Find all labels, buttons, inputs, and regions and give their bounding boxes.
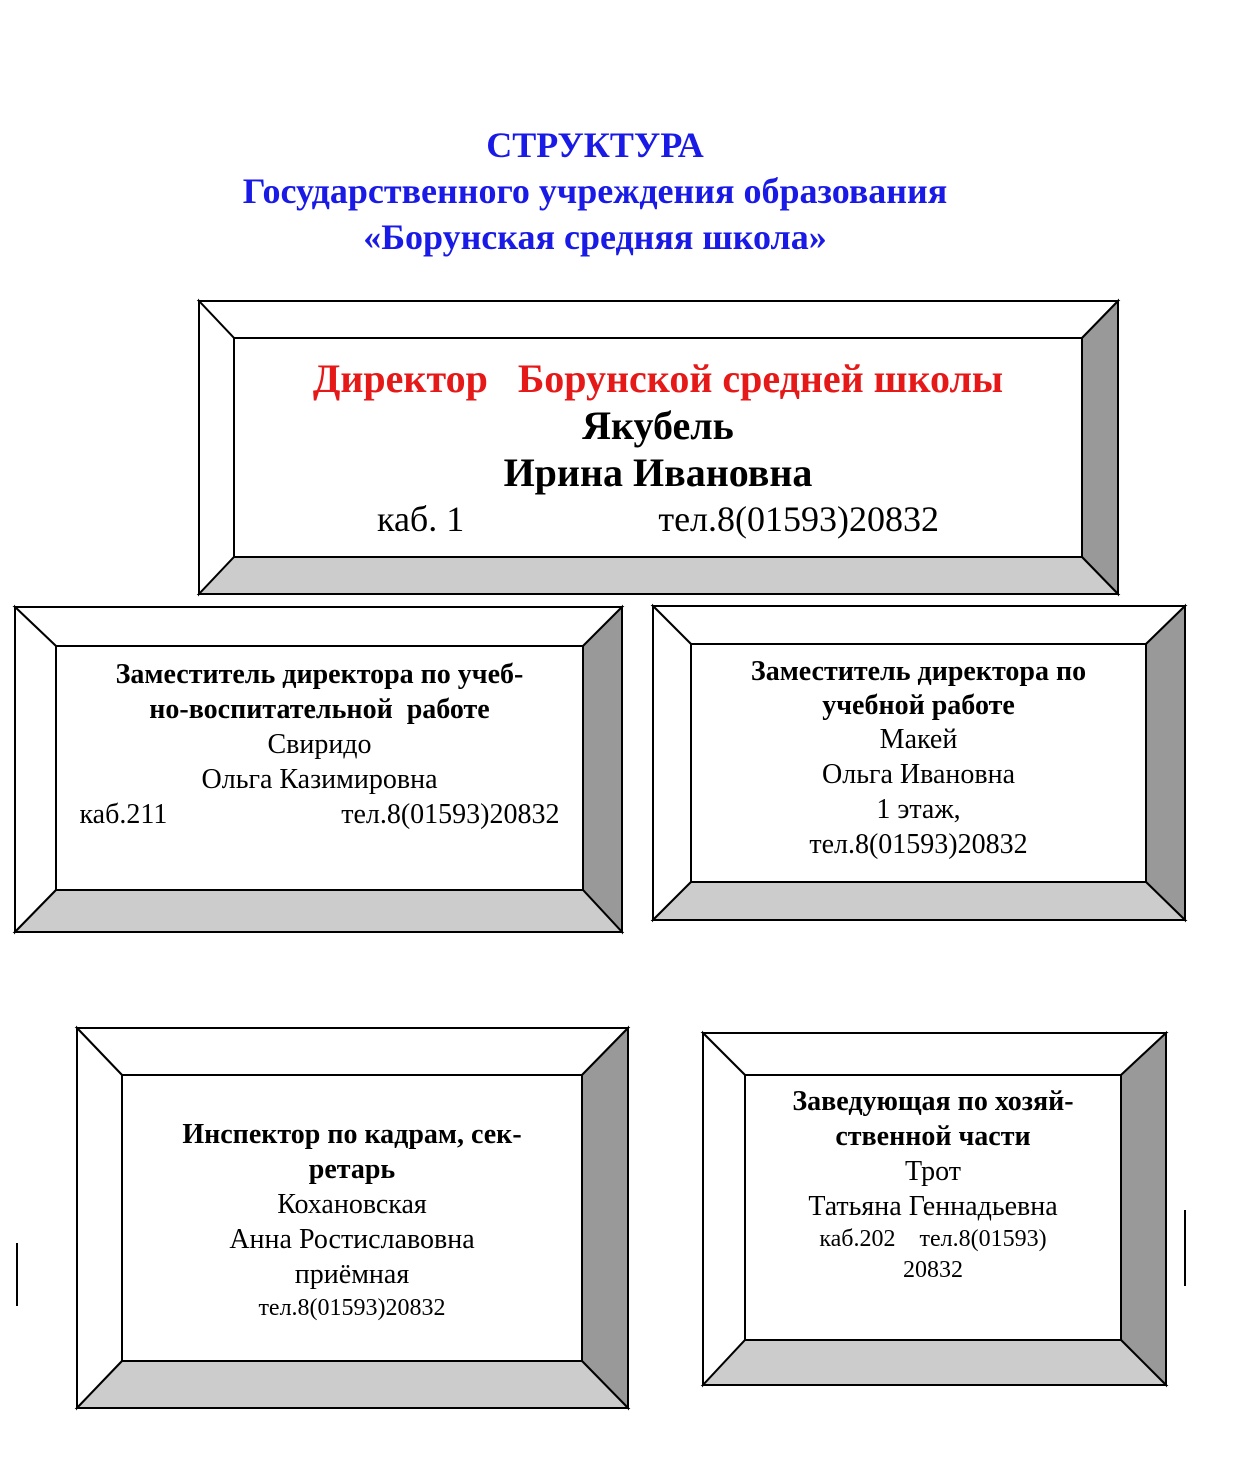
bevel-left-face xyxy=(15,607,56,932)
director-role: Директор Борунской средней школы xyxy=(312,355,1004,401)
director-room: каб. 1 xyxy=(377,498,465,539)
household-surname: Трот xyxy=(905,1156,961,1187)
hr-phone: тел.8(01593)20832 xyxy=(258,1295,446,1321)
bevel-right-face xyxy=(582,1028,628,1408)
title-line-1: СТРУКТУРА xyxy=(486,125,704,165)
left-edge-mark xyxy=(16,1243,18,1306)
bevel-top-face xyxy=(15,607,622,646)
hr-role-line-2: ретарь xyxy=(308,1154,396,1185)
household-contact-line-2: 20832 xyxy=(903,1257,963,1283)
deputy-edu-phone: тел.8(01593)20832 xyxy=(341,799,560,830)
deputy-study-box-content xyxy=(693,646,1144,880)
deputy-study-role-line-1: Заместитель директора по xyxy=(750,656,1087,687)
bevel-bottom-face xyxy=(653,882,1185,920)
bevel-top-face xyxy=(77,1028,628,1075)
household-name: Татьяна Геннадьевна xyxy=(808,1191,1058,1222)
page-title xyxy=(0,122,1190,260)
deputy-edu-contact xyxy=(80,797,560,832)
bevel-left-face xyxy=(703,1033,745,1385)
deputy-edu-role-line-1: Заместитель директора по учеб- xyxy=(115,659,524,690)
director-surname: Якубель xyxy=(582,402,734,448)
director-phone: тел.8(01593)20832 xyxy=(658,498,939,539)
bevel-left-face xyxy=(653,606,691,920)
bevel-top-face xyxy=(653,606,1185,644)
director-name: Ирина Ивановна xyxy=(503,449,813,495)
deputy-edu-name: Ольга Казимировна xyxy=(201,764,438,795)
deputy-edu-box-content xyxy=(58,648,581,839)
hr-location: приёмная xyxy=(294,1259,410,1290)
right-edge-mark xyxy=(1184,1210,1186,1286)
deputy-study-name: Ольга Ивановна xyxy=(822,759,1015,790)
bevel-bottom-face xyxy=(703,1340,1166,1385)
hr-role-line-1: Инспектор по кадрам, сек- xyxy=(182,1119,522,1150)
household-role-line-2: ственной части xyxy=(835,1121,1031,1152)
household-box-content xyxy=(747,1077,1119,1338)
bevel-top-face xyxy=(703,1033,1166,1075)
hr-name: Анна Ростиславовна xyxy=(229,1224,475,1255)
title-line-2: Государственного учреждения образования xyxy=(242,171,948,211)
bevel-right-face xyxy=(1146,606,1185,920)
deputy-study-surname: Макей xyxy=(879,724,958,755)
bevel-bottom-face xyxy=(199,557,1118,594)
deputy-edu-role-line-2: но-воспитательной работе xyxy=(149,694,490,725)
deputy-study-role-line-2: учебной работе xyxy=(822,690,1015,721)
bevel-top-face xyxy=(199,301,1118,338)
deputy-edu-room: каб.211 xyxy=(79,799,168,830)
title-line-3: «Борунская средняя школа» xyxy=(363,217,827,257)
bevel-right-face xyxy=(1082,301,1118,594)
household-contact-line-1: каб.202 тел.8(01593) xyxy=(819,1226,1047,1252)
hr-box-content xyxy=(124,1077,580,1359)
hr-surname: Кохановская xyxy=(277,1189,427,1220)
deputy-study-location: 1 этаж, xyxy=(876,794,961,825)
bevel-bottom-face xyxy=(77,1361,628,1408)
director-box-content xyxy=(236,340,1080,555)
bevel-bottom-face xyxy=(15,890,622,932)
bevel-right-face xyxy=(583,607,622,932)
deputy-edu-surname: Свиридо xyxy=(267,729,372,760)
bevel-right-face xyxy=(1121,1033,1166,1385)
household-role-line-1: Заведующая по хозяй- xyxy=(792,1086,1074,1117)
bevel-left-face xyxy=(199,301,234,594)
director-contact xyxy=(377,497,939,541)
bevel-left-face xyxy=(77,1028,122,1408)
deputy-study-phone: тел.8(01593)20832 xyxy=(809,829,1028,860)
